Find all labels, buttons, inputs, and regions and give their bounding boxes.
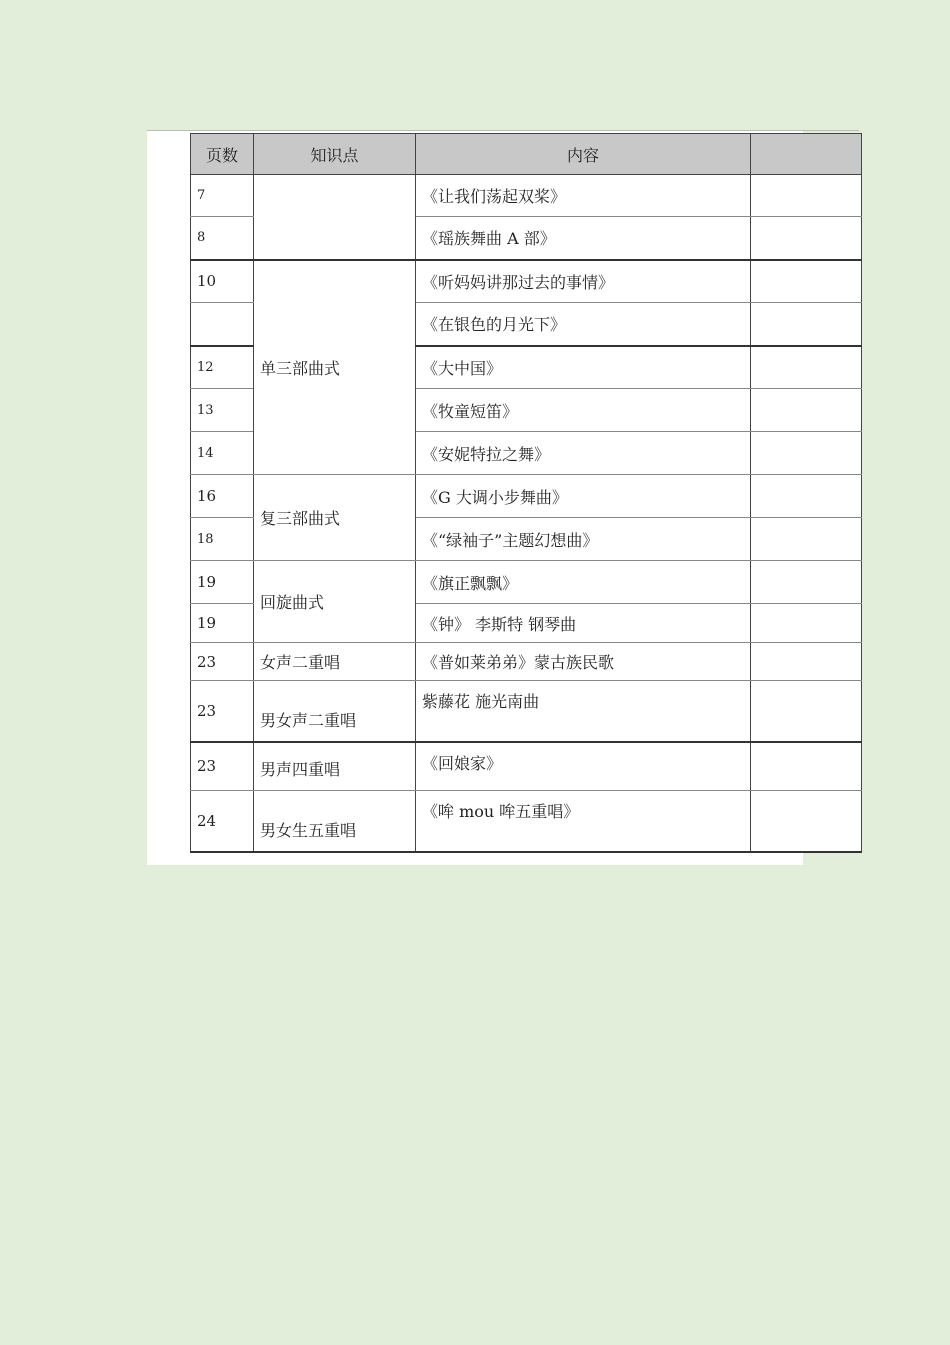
topic-cell: 单三部曲式 bbox=[254, 260, 416, 475]
blank-cell bbox=[751, 643, 862, 681]
blank-cell bbox=[751, 742, 862, 791]
blank-cell bbox=[751, 432, 862, 475]
blank-cell bbox=[751, 389, 862, 432]
content-cell: 《回娘家》 bbox=[416, 742, 751, 791]
page-cell bbox=[191, 303, 254, 346]
content-cell: 《钟》 李斯特 钢琴曲 bbox=[416, 604, 751, 643]
page-cell: 23 bbox=[191, 643, 254, 681]
table-row bbox=[191, 475, 862, 518]
page-cell: 14 bbox=[191, 432, 254, 475]
content-cell: 《旗正飘飘》 bbox=[416, 561, 751, 604]
content-cell: 《G 大调小步舞曲》 bbox=[416, 475, 751, 518]
content-cell: 《牧童短笛》 bbox=[416, 389, 751, 432]
blank-cell bbox=[751, 518, 862, 561]
topic-cell: 男女生五重唱 bbox=[254, 791, 416, 852]
topic-cell: 男声四重唱 bbox=[254, 742, 416, 791]
blank-cell bbox=[751, 475, 862, 518]
page-cell: 19 bbox=[191, 604, 254, 643]
blank-cell bbox=[751, 303, 862, 346]
page-cell: 23 bbox=[191, 681, 254, 742]
sheet-top-rule bbox=[147, 130, 859, 131]
table-row bbox=[191, 681, 862, 742]
content-cell: 《“绿袖子”主题幻想曲》 bbox=[416, 518, 751, 561]
page-cell: 16 bbox=[191, 475, 254, 518]
blank-cell bbox=[751, 681, 862, 742]
header-blank bbox=[751, 134, 862, 175]
table-row bbox=[191, 260, 862, 303]
table-row bbox=[191, 561, 862, 604]
page-cell: 10 bbox=[191, 260, 254, 303]
blank-cell bbox=[751, 604, 862, 643]
blank-cell bbox=[751, 346, 862, 389]
blank-cell bbox=[751, 791, 862, 852]
page-cell: 12 bbox=[191, 346, 254, 389]
topic-cell: 男女声二重唱 bbox=[254, 681, 416, 742]
content-cell: 《普如莱弟弟》蒙古族民歌 bbox=[416, 643, 751, 681]
header-page: 页数 bbox=[191, 134, 254, 175]
content-cell: 《哞 mou 哞五重唱》 bbox=[416, 791, 751, 852]
blank-cell bbox=[751, 217, 862, 260]
music-knowledge-table bbox=[190, 133, 862, 853]
header-knowledge-point: 知识点 bbox=[254, 134, 416, 175]
table-row bbox=[191, 175, 862, 217]
topic-cell-empty bbox=[254, 175, 416, 260]
content-cell: 紫藤花 施光南曲 bbox=[416, 681, 751, 742]
page-cell: 18 bbox=[191, 518, 254, 561]
content-cell: 《在银色的月光下》 bbox=[416, 303, 751, 346]
page-cell: 8 bbox=[191, 217, 254, 260]
page-cell: 23 bbox=[191, 742, 254, 791]
table-row bbox=[191, 643, 862, 681]
topic-cell: 女声二重唱 bbox=[254, 643, 416, 681]
content-cell: 《瑶族舞曲 A 部》 bbox=[416, 217, 751, 260]
topic-cell: 复三部曲式 bbox=[254, 475, 416, 561]
blank-cell bbox=[751, 175, 862, 217]
table-row bbox=[191, 791, 862, 852]
table-row bbox=[191, 742, 862, 791]
page-cell: 7 bbox=[191, 175, 254, 217]
page-cell: 24 bbox=[191, 791, 254, 852]
header-content: 内容 bbox=[416, 134, 751, 175]
topic-cell: 回旋曲式 bbox=[254, 561, 416, 643]
content-cell: 《让我们荡起双桨》 bbox=[416, 175, 751, 217]
page-cell: 13 bbox=[191, 389, 254, 432]
table-header-row bbox=[191, 134, 862, 175]
blank-cell bbox=[751, 260, 862, 303]
content-cell: 《安妮特拉之舞》 bbox=[416, 432, 751, 475]
content-cell: 《听妈妈讲那过去的事情》 bbox=[416, 260, 751, 303]
page-cell: 19 bbox=[191, 561, 254, 604]
blank-cell bbox=[751, 561, 862, 604]
content-cell: 《大中国》 bbox=[416, 346, 751, 389]
